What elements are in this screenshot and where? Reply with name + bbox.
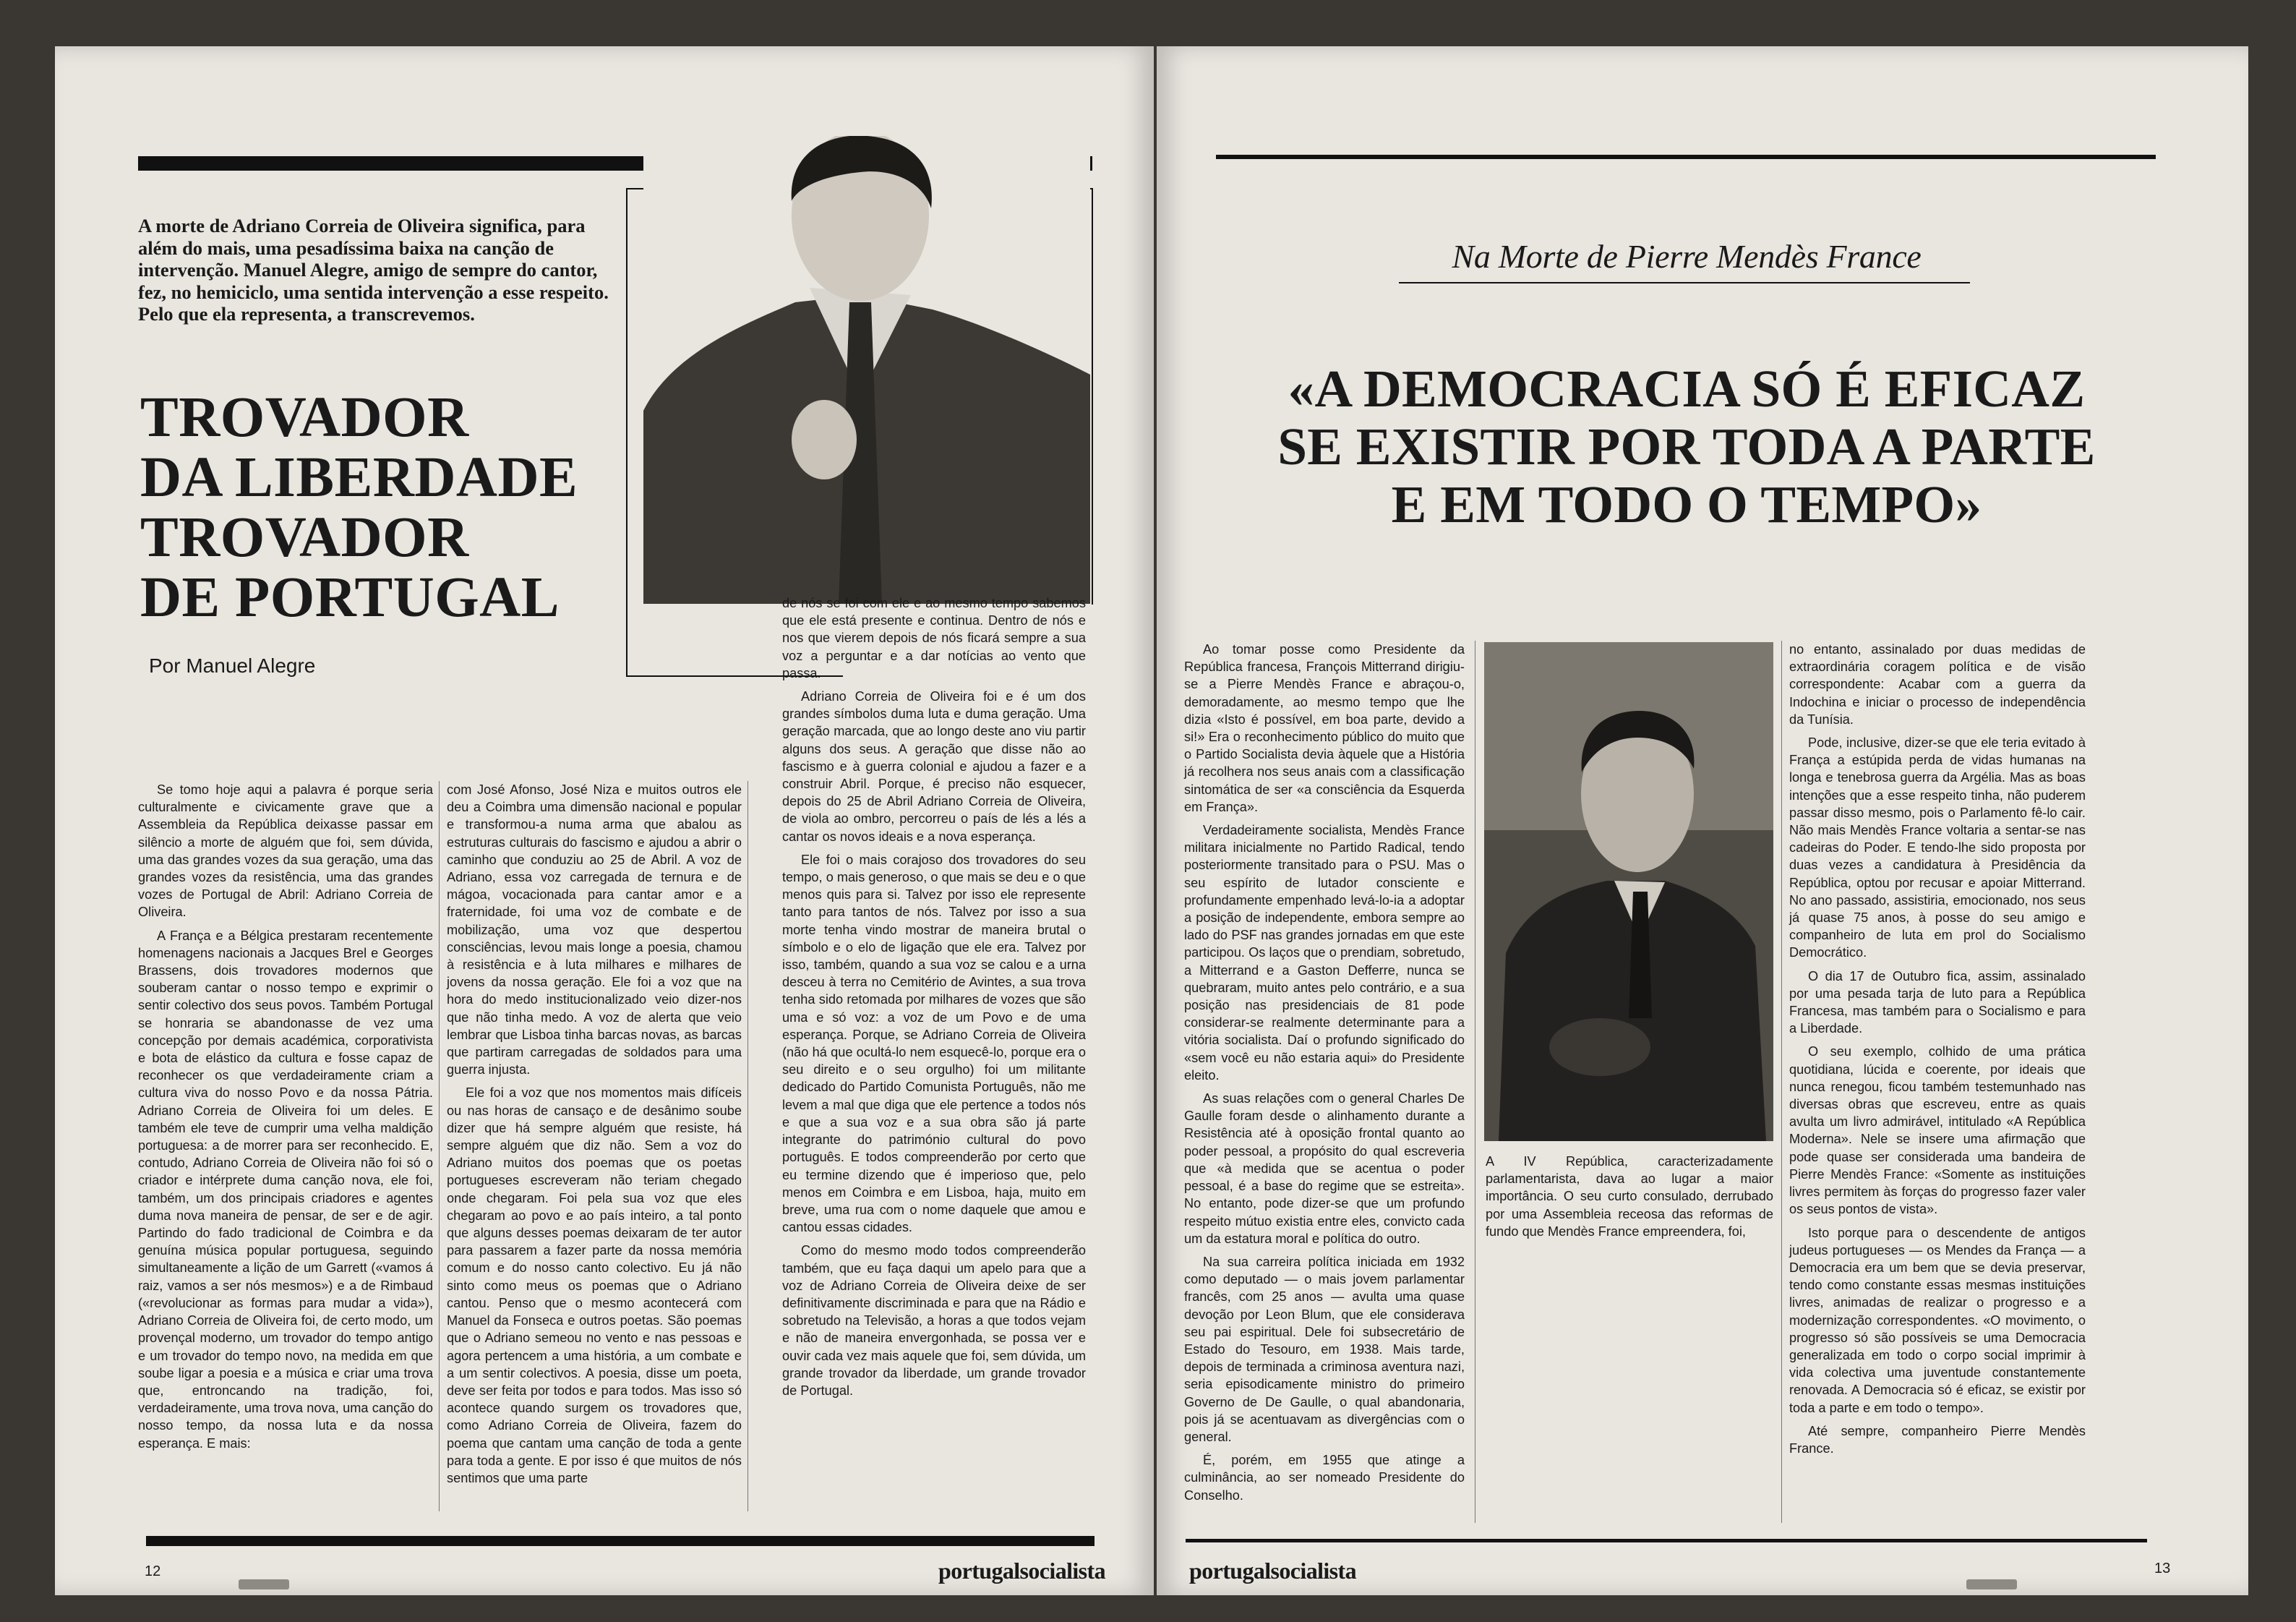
article-column-1 [1184,641,1465,1510]
portrait-photo [643,136,1090,604]
byline: Por Manuel Alegre [149,654,316,677]
paragraph: A França e a Bélgica prestaram recentemente homenagens nacionais a Jacques Brel e Georges Brassens, dois trovadores modernos que souberam cantar o nosso tempo e exprimir o sentir colectivo dos seus povos. Também Portugal se honraria se abandonasse de vez uma concepção por demais académica, corporativista e bota de elástico da cultura e fosse capaz de reconhecer os que verdadeiramente criam a cultura viva do nosso Povo e da nossa Pátria. Adriano Correia de Oliveira foi um deles. E também ele teve de cumprir uma velha maldição portuguesa: a de morrer para ser reconhecido. E, contudo, Adriano Correia de Oliveira não foi só o criador e intérprete duma canção nova, ele foi, também, um dos principais criadores e agentes duma nova maneira de pensar, de ser e de agir. Partindo do fado tradicional de Coimbra e da genuína música popular portuguesa, seguindo simultaneamente a lição de um Garrett («vamos á raiz, vamos a ser nós mesmos») e a de Rimbaud («revolucionar as formas para mudar a vida»), Adriano Correia de Oliveira foi, de certo modo, um provençal moderno, um trovador do tempo antigo e um trovador do tempo novo, na medida em que soube ligar a poesia e a música e criar uma trova que, entroncando na tradição, foi, verdadeiramente, uma trova nova, uma canção do nosso tempo, da nossa luta e da nossa esperança. E mais: [138,928,433,1451]
paragraph: Como do mesmo modo todos compreenderão também, que eu faça daqui um apelo para que a voz de Adriano Correia de Oliveira deixe de ser definitivamente discriminada e para que na Rádio e sobretudo na Televisão, a horas a que todos vejam e não de maneira envergonhada, se possa ver e ouvir cada vez mais aquele que foi, sem dúvida, um grande trovador da liberdade, um grande trovador de Portugal. [782,1243,1086,1398]
paragraph: Isto porque para o descendente de antigos judeus portugueses — os Mendes da França — a Democracia era um bem que se devia preservar, tendo como constante essas mesmas instituições livres, animadas de realizar o progresso e a modernização correspondentes. «O movimento, o progresso só são possíveis se uma Democracia generalizada em todo o corpo social imprimir à vida colectiva uma juventude constantemente renovada. A Democracia só é eficaz, se existir por toda a parte e em todo o tempo». [1789,1225,2086,1415]
paragraph: Até sempre, companheiro Pierre Mendès France. [1789,1423,2086,1456]
paragraph: É, porém, em 1955 que atinge a culminância, ao ser nomeado Presidente do Conselho. [1184,1453,1465,1503]
paragraph: As suas relações com o general Charles De Gaulle foram desde o alinhamento durante a Resistência até à oposição frontal quanto ao poder pessoal, a propósito do qual escreveria que «à medida que se acentua o poder pessoal, é a base do regime que se estreita». No entanto, pode dizer-se que um profundo respeito mútuo existia entre eles, convicto cada um da estatura moral e política do outro. [1184,1091,1465,1246]
article-title [140,388,578,628]
paragraph: com José Afonso, José Niza e muitos outros ele deu a Coimbra uma dimensão nacional e popular e transformou-a numa arma que abalou as estruturas culturais do fascismo e ajudou a abrir o caminho que conduziu ao 25 de Abril. A voz de Adriano, essa voz carregada de ternura e de mágoa, vocacionada para cantar amor e a fraternidade, foi uma voz de combate e de mobilização, uma voz que despertou consciências, levou mais longe a poesia, chamou à resistência e à luta milhares e milhares de jovens da nossa geração. Ele foi a voz que na hora do medo institucionalizado veio dizer-nos que não tinha medo. A voz de alerta que veio lembrar que Lisboa tinha barcas novas, as barcas que partiram carregadas de soldados para uma guerra injusta. [447,782,742,1077]
kicker: Na Morte de Pierre Mendès France [1452,238,1922,275]
headline-line: E EM TODO O TEMPO» [1391,475,1982,534]
title-line: DE PORTUGAL [140,566,560,629]
headline [1157,360,2216,534]
binder-clip [1966,1579,2017,1589]
headline-line: «A DEMOCRACIA SÓ É EFICAZ [1288,359,2086,418]
frame-line-right [1092,188,1093,605]
paragraph: Na sua carreira política iniciada em 1932 como deputado — o mais jovem parlamentar francês, com 25 anos — avulta uma quase devoção por Leon Blum, que ele considerava seu pai espiritual. Dele foi subsecretário de Estado do Tesouro, em 1938. Mais tarde, depois de terminada a criminosa aventura nazi, seria episodicamente ministro do primeiro Governo de De Gaulle, o qual abandonaria, pois já se acentuavam as divergências com o general. [1184,1254,1465,1444]
article-column-1 [138,781,433,1458]
article-column-3 [1789,641,2086,1463]
headline-line: SE EXISTIR POR TODA A PARTE [1277,417,2096,476]
title-line: TROVADOR [140,506,469,569]
paragraph: Ele foi a voz que nos momentos mais difíceis ou nas horas de cansaço e de desânimo soube dizer que há sempre alguém que resiste, há sempre alguém que diz não. Sem a voz do Adriano muitos dos poemas que os poetas portugueses escreveram não teriam chegado onde chegaram. Foi pela sua voz que eles chegaram ao povo e ao país inteiro, a tal ponto que alguns desses poemas deixaram de ter autor para passarem a fazer parte da nossa memória comum e do nosso canto colectivo. Eu já não sinto como meus os poemas que o Adriano cantou. Penso que o mesmo acontecerá com Manuel da Fonseca e outros poetas. São poemas que o Adriano semeou no vento e nas pessoas e agora pertencem a uma história, a um combate e a um sentir colectivos. A poesia, disse um poeta, deve ser feita por todos e para todos. Mas isso só acontece quando surgem os trovadores que, como Adriano Correia de Oliveira, fazem do poema que cantam uma canção de toda a gente para toda a gente. E por isso é que muitos de nós sentimos que uma parte [447,1085,742,1485]
title-line: TROVADOR [140,386,469,449]
paragraph: Adriano Correia de Oliveira foi e é um dos grandes símbolos duma luta e duma geração. Uma geração marcada, que ao longo deste ano viu partir alguns dos seus. A geração que disse não ao fascismo e à guerra colonial e ajudou a fazer e a construir Abril. Porque, é preciso não esquecer, depois do 25 de Abril Adriano Correia de Oliveira, de viola ao ombro, percorreu o país de lés a lés a cantar os novos ideais e a nova esperança. [782,689,1086,844]
column-divider [439,781,440,1511]
bottom-rule [146,1536,1095,1546]
page-number: 12 [145,1563,161,1579]
bottom-rule [1186,1539,2147,1542]
right-page [1157,46,2248,1595]
left-page [55,46,1154,1595]
kicker-underline [1399,282,1970,283]
mendes-france-photo [1484,642,1773,1141]
paragraph: Se tomo hoje aqui a palavra é porque seria culturalmente e civicamente grave que a Assembleia da República deixasse passar em silêncio a morte de alguém que foi, sem dúvida, uma das grandes vozes da sua geração, uma das grandes vozes da resistência, uma das grandes vozes de Portugal de Abril: Adriano Correia de Oliveira. [138,782,433,920]
photo-caption: A IV República, caracterizadamente parlamentarista, dava ao lugar a maior importância. O seu curto consulado, derrubado por uma Assembleia receosa das reformas de fundo que Mendès France empreendera, foi, [1486,1154,1773,1239]
article-column-3 [782,594,1086,1405]
page-number: 13 [2154,1561,2171,1576]
paragraph: no entanto, assinalado por duas medidas de extraordinária coragem política e de visão correspondente: Acabar com a guerra da Indochina e iniciar o processo de independência da Tunísia. [1789,642,2086,727]
paragraph: Ele foi o mais corajoso dos trovadores do seu tempo, o mais generoso, o que mais se deu e o que menos quis para si. Talvez por isso ele represente tanto para tantos de nós. Talvez por isso a sua morte tenha vindo mostrar de maneira brutal o símbolo e o elo de ligação que ele era. Talvez por isso, também, quando a sua voz se calou e a urna desceu à terra no Cemitério de Avintes, a sua trova tenha sido retomada por milhares de vozes que são uma e só voz: a voz de um Povo e de uma esperança. Porque, se Adriano Correia de Oliveira (não há que ocultá-lo nem esquecê-lo, porque era o seu direito e o seu orgulho) foi um militante dedicado do Partido Comunista Português, não me levem a mal que diga que ele pertence a todos nós e que a sua voz e a sua obra são já parte integrante do património cultural do povo português. E todos compreenderão por certo que eu termine dizendo que é imperioso que, pelo menos em Coimbra e em Lisboa, haja, muito em breve, uma rua com o nome daquele que amou e cantou essas cidades. [782,852,1086,1235]
portrait-silhouette [643,136,1090,604]
photo-image [1484,642,1773,1141]
paragraph: Pode, inclusive, dizer-se que ele teria evitado à França a estúpida perda de vidas humanas na longa e tenebrosa guerra da Argélia. Mas as boas intenções que a esse respeito tinha, não puderem passar disso mesmo, pois o Parlamento fê-lo cair. Não mais Mendès France voltaria a sentar-se nas cadeiras do Poder. E tendo-lhe sido proposta por duas vezes a candidatura à Presidência da República, optou por recusar e apoiar Mitterrand. No ano passado, assistiria, emocionado, nos seus já quase 75 anos, à posse do seu amigo e companheiro de luta em prol do Socialismo Democrático. [1789,735,2086,960]
paragraph: Verdadeiramente socialista, Mendès France militara inicialmente no Partido Radical, tendo posteriormente transitado para o PSU. Mas o seu espírito de lutador consciente e profundamente empenhado levá-lo-ia a adoptar a posição de independente, embora sempre ao lado do PSF nas grandes jornadas em que este participou. Os laços que o prendiam, sobretudo, a Mitterrand e a Gaston Defferre, nunca se quebraram, muito antes pelo contrário, e a sua posição nas presidenciais de 81 pode considerar-se realmente determinante para a vitória socialista. Daí o profundo significado do «sem você eu não estaria aqui» do Presidente eleito. [1184,823,1465,1083]
column-divider [1781,641,1782,1523]
binder-clip [239,1579,289,1589]
paragraph: O seu exemplo, colhido de uma prática quotidiana, lúcida e coerente, por ideais que nunca renegou, ficou também testemunhado nas diversas obras que escreveu, entre as quais avulta um livro admirável, intitulado «A República Moderna». Nele se insere uma afirmação que pode quase ser considerada uma bandeira de Pierre Mendès France: «Somente as instituições livres permitem às forças do progresso fazer valer os seus pontos de vista». [1789,1044,2086,1217]
masthead: portugalsocialista [938,1558,1105,1584]
title-line: DA LIBERDADE [140,446,578,509]
paragraph: Ao tomar posse como Presidente da República francesa, François Mitterrand dirigiu-se a Pierre Mendès France e abraçou-o, demoradamente, ao mesmo tempo que lhe dizia «Isto é possível, em boa parte, devido a si!» Era o reconhecimento público do muito que o Partido Socialista devia àquele que a História já recolhera nos seus anais com a classificação sintomática de ser «a consciência da Esquerda em França». [1184,642,1465,814]
intro-text: A morte de Adriano Correia de Oliveira significa, para além do mais, uma pesadíssima baixa na canção de intervenção. Manuel Alegre, amigo de sempre do cantor, fez, no hemiciclo, uma sentida intervenção a esse respeito. Pelo que ela representa, a transcrevemos. [138,215,609,325]
top-rule [1216,155,2156,159]
article-column-2 [447,781,742,1493]
paragraph: de nós se foi com ele e ao mesmo tempo sabemos que ele está presente e continua. Dentro de nós e nos que vierem depois de nós ficará sempre a sua voz a perguntar e a dar notícias ao vento que passa. [782,596,1086,680]
masthead: portugalsocialista [1189,1558,1356,1584]
paragraph: O dia 17 de Outubro fica, assim, assinalado por uma pesada tarja de luto para a República Francesa, mas também para o Socialismo e para a Liberdade. [1789,968,2086,1036]
